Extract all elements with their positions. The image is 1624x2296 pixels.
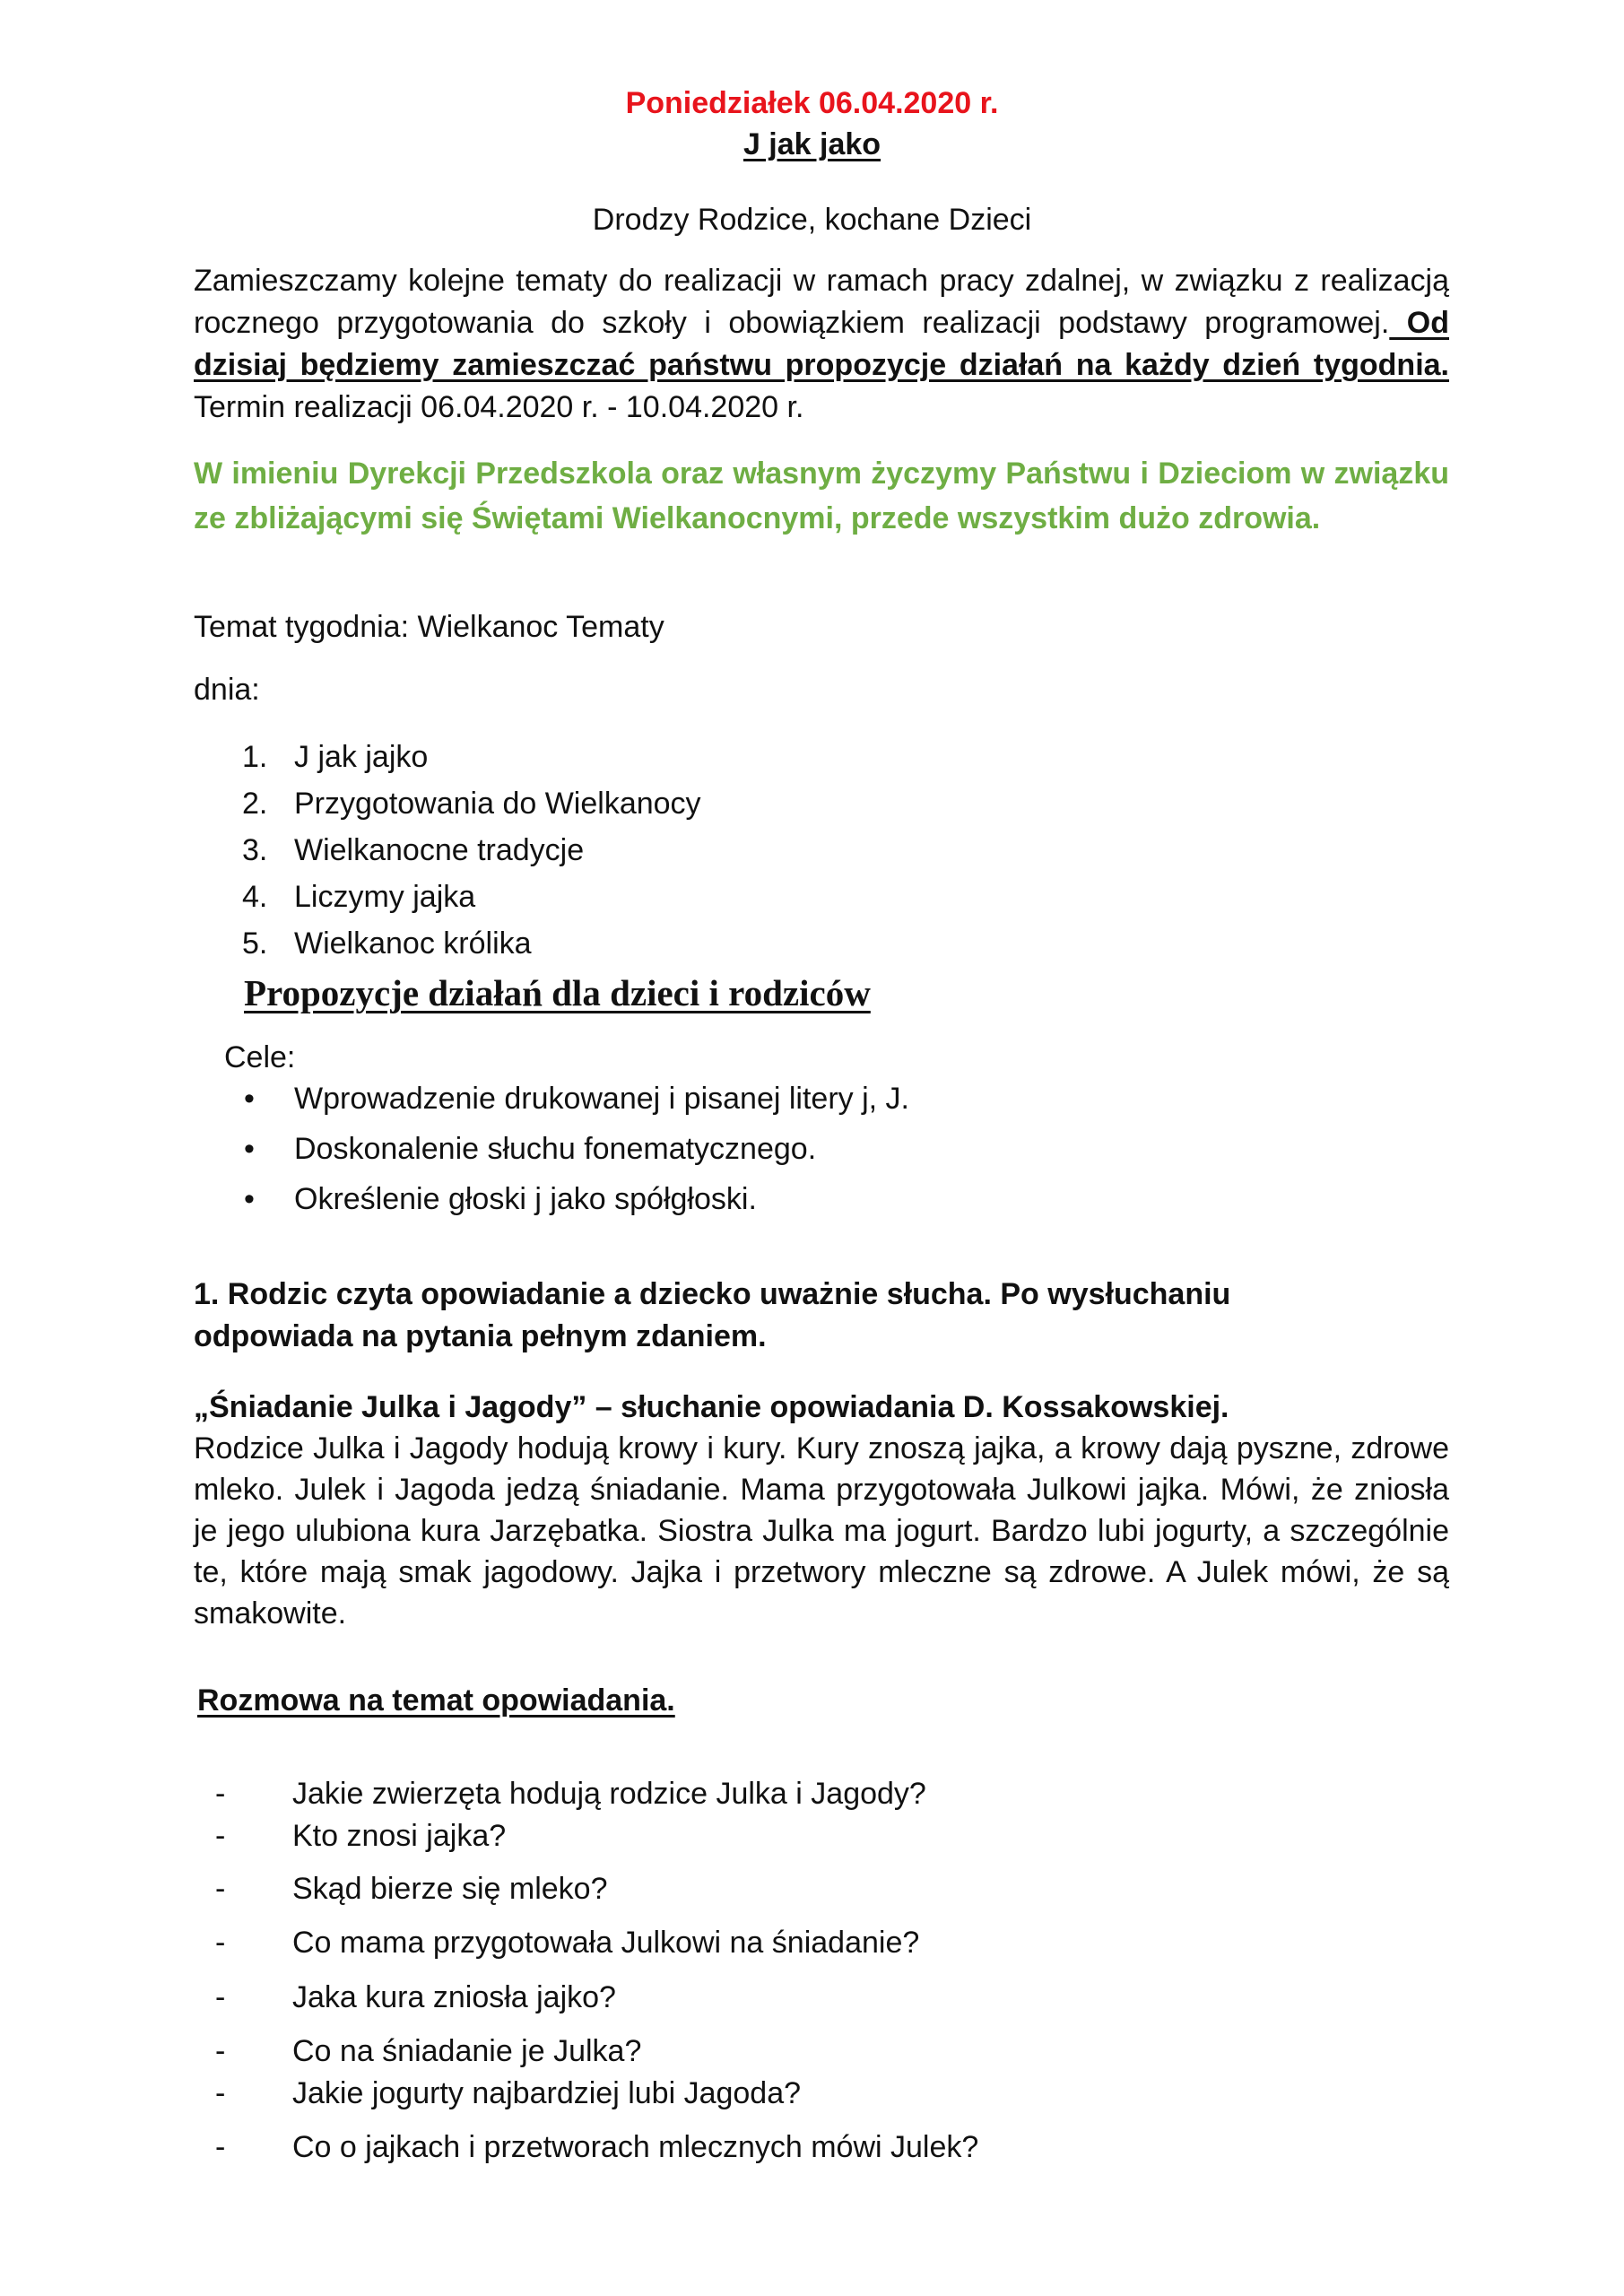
intro-bold-text: Od dzisiaj będziemy zamieszczać państwu propozycje działań na każdy dzień tygodnia. bbox=[194, 306, 1449, 382]
list-item: • Określenie głoski j jako spółgłoski. bbox=[244, 1182, 757, 1216]
story-title: „Śniadanie Julka i Jagody” – słuchanie opowiadania D. Kossakowskiej. bbox=[194, 1390, 1229, 1424]
week-topic: Temat tygodnia: Wielkanoc Tematy bbox=[194, 610, 664, 644]
page-title: J jak jako bbox=[743, 127, 881, 161]
list-item: 1. J jak jajko bbox=[242, 740, 429, 774]
list-item: • Wprowadzenie drukowanej i pisanej litery j, J. bbox=[244, 1082, 909, 1116]
task-1-instruction: 1. Rodzic czyta opowiadanie a dziecko uważnie słucha. Po wysłuchaniu odpowiada na pytania pełnym zdaniem. bbox=[194, 1277, 1231, 1353]
greeting: Drodzy Rodzice, kochane Dzieci bbox=[592, 203, 1032, 237]
story-text: Rodzice Julka i Jagody hodują krowy i kury. Kury znoszą jajka, a krowy dają pyszne, zdrowe mleko. Julek i Jagoda jedzą śniadanie. Mama przygotowała Julkowi jajka. Mówi, że zniosła je jego ulubiona kura Jarzębatka. Siostra Julka ma jogurt. Bardzo lubi jogurty, a szczególnie te, które mają smak jagodowy. Jajka i przetwory mleczne są zdrowe. A Julek mówi, że są smakowite. bbox=[194, 1431, 1449, 1631]
date-heading: Poniedziałek 06.04.2020 r. bbox=[625, 86, 999, 120]
holiday-wishes: W imieniu Dyrekcji Przedszkola oraz własnym życzymy Państwu i Dzieciom w związku ze zbliżającymi się Świętami Wielkanocnymi, przede wszystkim dużo zdrowia. bbox=[194, 457, 1449, 535]
intro-text: Zamieszczamy kolejne tematy do realizacji w ramach pracy zdalnej, w związku z realizacją rocznego przygotowania do szkoły i obowiązkiem realizacji podstawy programowej. bbox=[194, 264, 1449, 340]
week-topic-continued: dnia: bbox=[194, 673, 260, 707]
document-page: Poniedziałek 06.04.2020 r. J jak jako Drodzy Rodzice, kochane Dzieci Zamieszczamy kolejne tematy do realizacji w ramach pracy zdalnej, w związku z realizacją rocznego przygotowania do szkoły i obowiązkiem realizacji podstawy programowej. Od dzisiaj będziemy zamieszczać państwu propozycje działań na każdy dzień tygodnia. Termin realizacji 06.04.2020 r. - 10.04.2020 r. W imieniu Dyrekcji Przedszkola oraz własnym życzymy Państwu i Dzieciom w związku ze zbliżającymi się Świętami Wielkanocnymi, przede wszystkim dużo zdrowia. Temat tygodnia: Wielkanoc Tematy dnia: 1. J jak jajko 2. Przygotowania do Wielkanocy 3. Wielkanocne tradycje 4. Liczymy jajka 5. Wielkanoc królika Propozycje działań dla dzieci i rodziców Cele: • Wprowadzenie drukowanej i pisanej litery j, J. • Doskonalenie słuchu fonematycznego. • Określenie głoski j jako spółgłoski. 1. Rodzic czyta opowiadanie a dziecko uważnie słucha. Po wysłuchaniu odpowiada na pytania pełnym zdaniem. „Śniadanie Julka i Jagody” – słuchanie opowiadania D. Kossakowskiej. Rodzice Julka i Jagody hodują krowy i kury. Kury znoszą jajka, a krowy dają pyszne, zdrowe mleko. Julek i Jagoda jedzą śniadanie. Mama przygotowała Julkowi jajka. Mówi, że zniosła je jego ulubiona kura Jarzębatka. Siostra Julka ma jogurt. Bardzo lubi jogurty, a szczególnie te, które mają smak jagodowy. Jajka i przetwory mleczne są zdrowe. A Julek mówi, że są smakowite. Rozmowa na temat opowiadania. - Jakie zwierzęta hodują rodzice Julka i Jagody? - Kto znosi jajka? - Skąd bierze się mleko? - Co mama przygotowała Julkowi na śniadanie? - Jaka kura zniosła jajko? - Co na śniadanie je Julka? - Jakie jogurty najbardziej lubi Jagoda? - Co o jajkach i przetworach mlecznych mówi Julek? bbox=[0, 0, 1624, 2296]
proposals-heading: Propozycje działań dla dzieci i rodziców bbox=[244, 972, 871, 1013]
intro-paragraph bbox=[194, 260, 1449, 429]
goals-list bbox=[244, 1078, 909, 1229]
list-item: 2. Przygotowania do Wielkanocy bbox=[242, 787, 701, 821]
intro-tail-text: Termin realizacji 06.04.2020 r. - 10.04.2020 r. bbox=[194, 390, 804, 424]
list-item: 5. Wielkanoc królika bbox=[242, 926, 532, 961]
day-topics-list bbox=[242, 734, 701, 967]
list-item: • Doskonalenie słuchu fonematycznego. bbox=[244, 1132, 817, 1166]
goals-label: Cele: bbox=[224, 1040, 296, 1074]
list-item: 4. Liczymy jajka bbox=[242, 880, 476, 914]
conversation-heading: Rozmowa na temat opowiadania. bbox=[197, 1683, 675, 1718]
list-item: 3. Wielkanocne tradycje bbox=[242, 833, 585, 867]
